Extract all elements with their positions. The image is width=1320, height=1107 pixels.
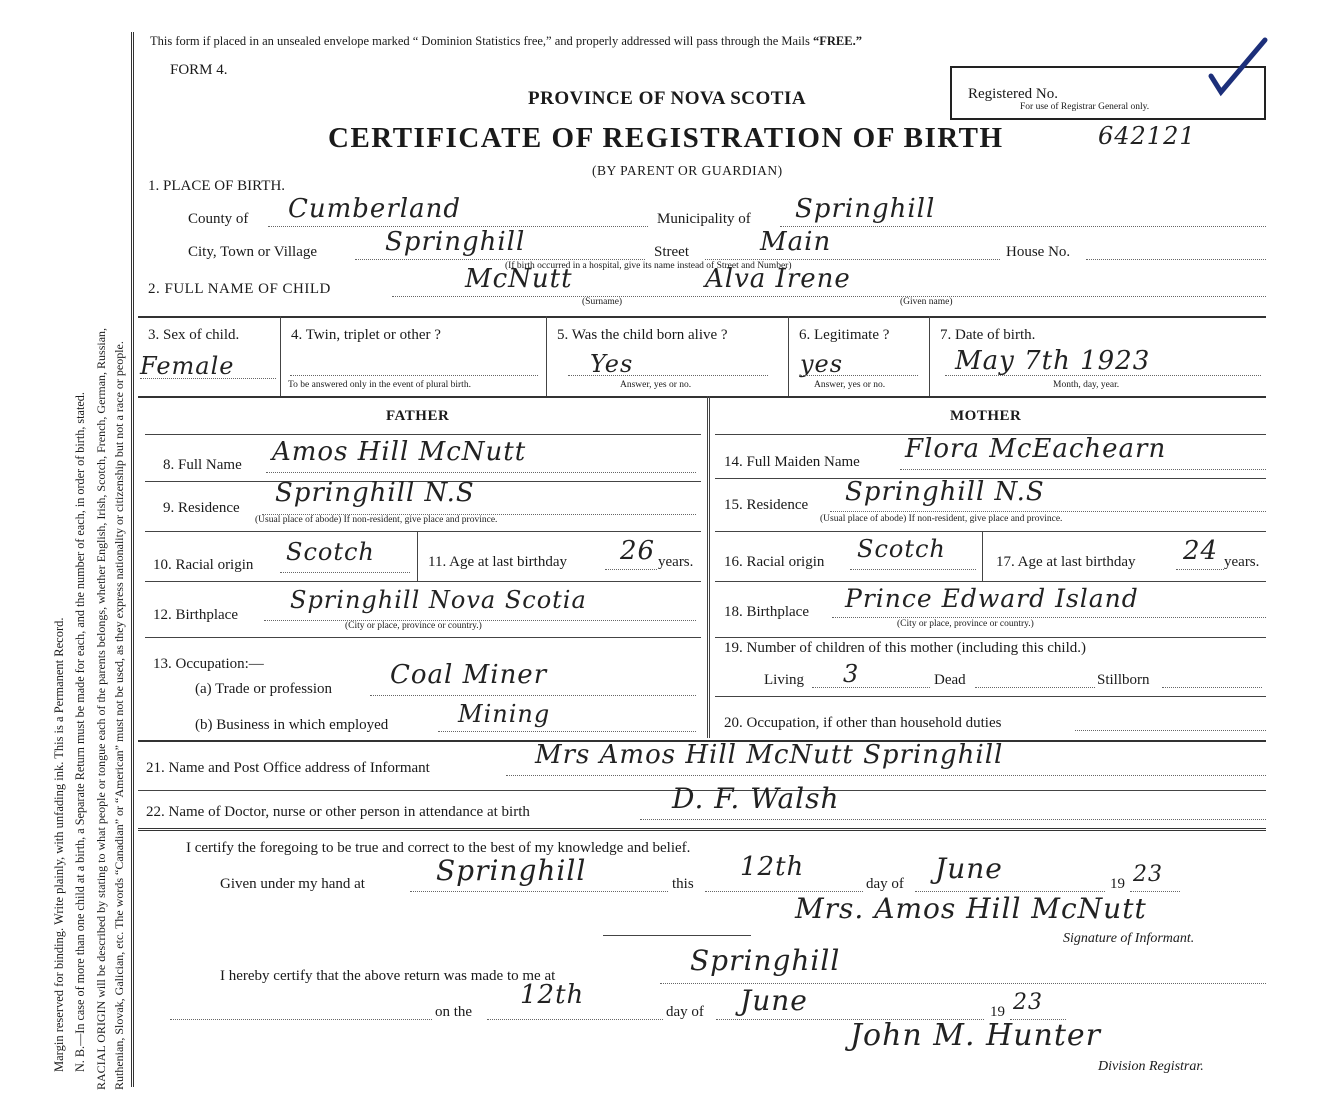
mother-residence-label: 15. Residence [724, 497, 809, 513]
mother-birthplace-label: 18. Birthplace [724, 604, 809, 620]
day-of-label: day of [866, 876, 904, 892]
this-label: this [672, 876, 694, 892]
child-given-name: Alva Irene [705, 264, 851, 294]
mother-years-label: years. [1224, 554, 1260, 570]
surname-caption: (Surname) [582, 297, 623, 307]
mother-age-label: 17. Age at last birthday [996, 554, 1136, 570]
father-race-label: 10. Racial origin [153, 557, 254, 573]
return-label: I hereby certify that the above return was made to me at [220, 968, 556, 984]
street-value: Main [760, 227, 832, 257]
certify-statement: I certify the foregoing to be true and correct to the best of my knowledge and belief. [186, 840, 691, 856]
dob-label: 7. Date of birth. [940, 327, 1036, 343]
father-age-label: 11. Age at last birthday [428, 554, 567, 570]
informant-value: Mrs Amos Hill McNutt Springhill [535, 740, 1004, 770]
stillborn-label: Stillborn [1097, 672, 1150, 688]
mother-birthplace-note: (City or place, province or country.) [897, 619, 1034, 629]
child-name-label: 2. FULL NAME OF CHILD [148, 281, 331, 297]
certificate-number: 642121 [1098, 122, 1196, 150]
return-month-value: June [740, 984, 808, 1017]
margin-note-racial-2: Ruthenian, Slovak, Galician, etc. The words “Canadian” or “American” must not be used, as they express nationality or citizenship but not a race or people. [112, 341, 126, 1090]
mother-heading: MOTHER [950, 408, 1022, 424]
mother-name-value: Flora McEachearn [905, 434, 1167, 464]
father-occupation-label: 13. Occupation:— [153, 656, 264, 672]
alive-value: Yes [590, 350, 634, 378]
father-heading: FATHER [386, 408, 450, 424]
father-name-label: 8. Full Name [163, 457, 242, 473]
house-number-label: House No. [1006, 244, 1071, 260]
living-label: Living [764, 672, 804, 688]
return-day-value: 12th [520, 980, 585, 1010]
certificate-title: CERTIFICATE OF REGISTRATION OF BIRTH [328, 122, 1004, 154]
father-business-label: (b) Business in which employed [195, 717, 389, 733]
informant-signature: Mrs. Amos Hill McNutt [795, 892, 1147, 925]
given-month-value: June [935, 852, 1003, 885]
day-of-label-2: day of [666, 1004, 704, 1020]
margin-note-nb: N. B.—In case of more than one child at a birth, a Separate Return must be made for each, and the number of each, in order of birth, stated. [73, 392, 87, 1072]
given-year-value: 23 [1133, 862, 1163, 887]
doctor-label: 22. Name of Doctor, nurse or other person in attendance at birth [146, 804, 530, 820]
province-heading: PROVINCE OF NOVA SCOTIA [528, 88, 807, 109]
margin-note-racial-1: RACIAL ORIGIN will be described by stating to what people or tongue each of the parents belongs, whether English, Irish, Scotch, French, German, Russian, [94, 327, 108, 1090]
father-residence-label: 9. Residence [163, 500, 240, 516]
dob-value: May 7th 1923 [955, 346, 1151, 376]
father-birthplace-value: Springhill Nova Scotia [290, 586, 587, 614]
sex-label: 3. Sex of child. [148, 327, 240, 343]
sex-value: Female [140, 352, 235, 380]
father-business-value: Mining [458, 700, 551, 728]
mother-birthplace-value: Prince Edward Island [845, 584, 1139, 613]
margin-note-binding: Margin reserved for binding. Write plainly, with unfading ink. This is a Permanent Record. [52, 617, 66, 1072]
alive-note: Answer, yes or no. [620, 380, 692, 390]
mother-occupation-label: 20. Occupation, if other than household duties [724, 715, 1002, 731]
legitimate-note: Answer, yes or no. [814, 380, 886, 390]
mother-name-label: 14. Full Maiden Name [724, 454, 860, 470]
father-years-label: years. [658, 554, 694, 570]
signature-caption: Signature of Informant. [1063, 931, 1195, 946]
given-under-label: Given under my hand at [220, 876, 365, 892]
given-place-value: Springhill [436, 854, 587, 887]
place-section-label: 1. PLACE OF BIRTH. [148, 178, 286, 194]
city-label: City, Town or Village [188, 244, 318, 260]
given-name-caption: (Given name) [900, 297, 953, 307]
informant-label: 21. Name and Post Office address of Informant [146, 760, 430, 776]
legitimate-label: 6. Legitimate ? [799, 327, 890, 343]
father-trade-value: Coal Miner [390, 660, 548, 690]
registered-label: Registered No. [968, 86, 1058, 102]
county-label: County of [188, 211, 249, 227]
municipality-label: Municipality of [657, 211, 751, 227]
twin-label: 4. Twin, triplet or other ? [291, 327, 441, 343]
dob-note: Month, day, year. [1053, 380, 1120, 390]
registered-box [950, 66, 1266, 120]
living-value: 3 [843, 660, 860, 688]
father-race-value: Scotch [286, 538, 375, 566]
certificate-subtitle: (BY PARENT OR GUARDIAN) [592, 163, 783, 178]
form-number: FORM 4. [170, 62, 228, 78]
binding-rule [131, 32, 134, 1087]
father-residence-note: (Usual place of abode) If non-resident, give place and province. [255, 515, 498, 525]
given-year-prefix: 19 [1110, 876, 1125, 892]
child-surname: McNutt [465, 264, 573, 294]
alive-label: 5. Was the child born alive ? [557, 327, 728, 343]
legitimate-value: yes [800, 350, 844, 378]
father-residence-value: Springhill N.S [275, 478, 475, 508]
father-birthplace-label: 12. Birthplace [153, 607, 238, 623]
twin-note: To be answered only in the event of plural birth. [288, 380, 471, 390]
return-place-value: Springhill [690, 944, 841, 977]
father-name-value: Amos Hill McNutt [272, 437, 527, 467]
return-year-prefix: 19 [990, 1004, 1005, 1020]
father-birthplace-note: (City or place, province or country.) [345, 621, 482, 631]
street-label: Street [654, 244, 689, 260]
municipality-value: Springhill [795, 194, 936, 224]
mother-residence-note: (Usual place of abode) If non-resident, give place and province. [820, 514, 1063, 524]
father-trade-label: (a) Trade or profession [195, 681, 333, 697]
check-mark-icon [1207, 34, 1277, 104]
mother-age-value: 24 [1183, 536, 1219, 566]
on-the-label: on the [435, 1004, 473, 1020]
registrar-signature: John M. Hunter [850, 1018, 1102, 1053]
return-year-value: 23 [1013, 990, 1043, 1015]
city-value: Springhill [385, 227, 526, 257]
county-value: Cumberland [288, 194, 461, 224]
dead-label: Dead [934, 672, 966, 688]
mother-race-label: 16. Racial origin [724, 554, 825, 570]
mail-notice: This form if placed in an unsealed envelope marked “ Dominion Statistics free,” and properly addressed will pass through the Mails “FREE.” [150, 34, 862, 48]
registrar-caption: Division Registrar. [1098, 1059, 1204, 1074]
mother-children-label: 19. Number of children of this mother (including this child.) [724, 640, 1087, 656]
mother-race-value: Scotch [857, 535, 946, 563]
registered-note: For use of Registrar General only. [1020, 102, 1150, 112]
given-day-value: 12th [740, 852, 805, 882]
doctor-value: D. F. Walsh [672, 782, 840, 815]
father-age-value: 26 [620, 536, 656, 566]
hospital-note: (If birth occurred in a hospital, give its name instead of Street and Number) [505, 261, 792, 271]
mother-residence-value: Springhill N.S [845, 477, 1045, 507]
